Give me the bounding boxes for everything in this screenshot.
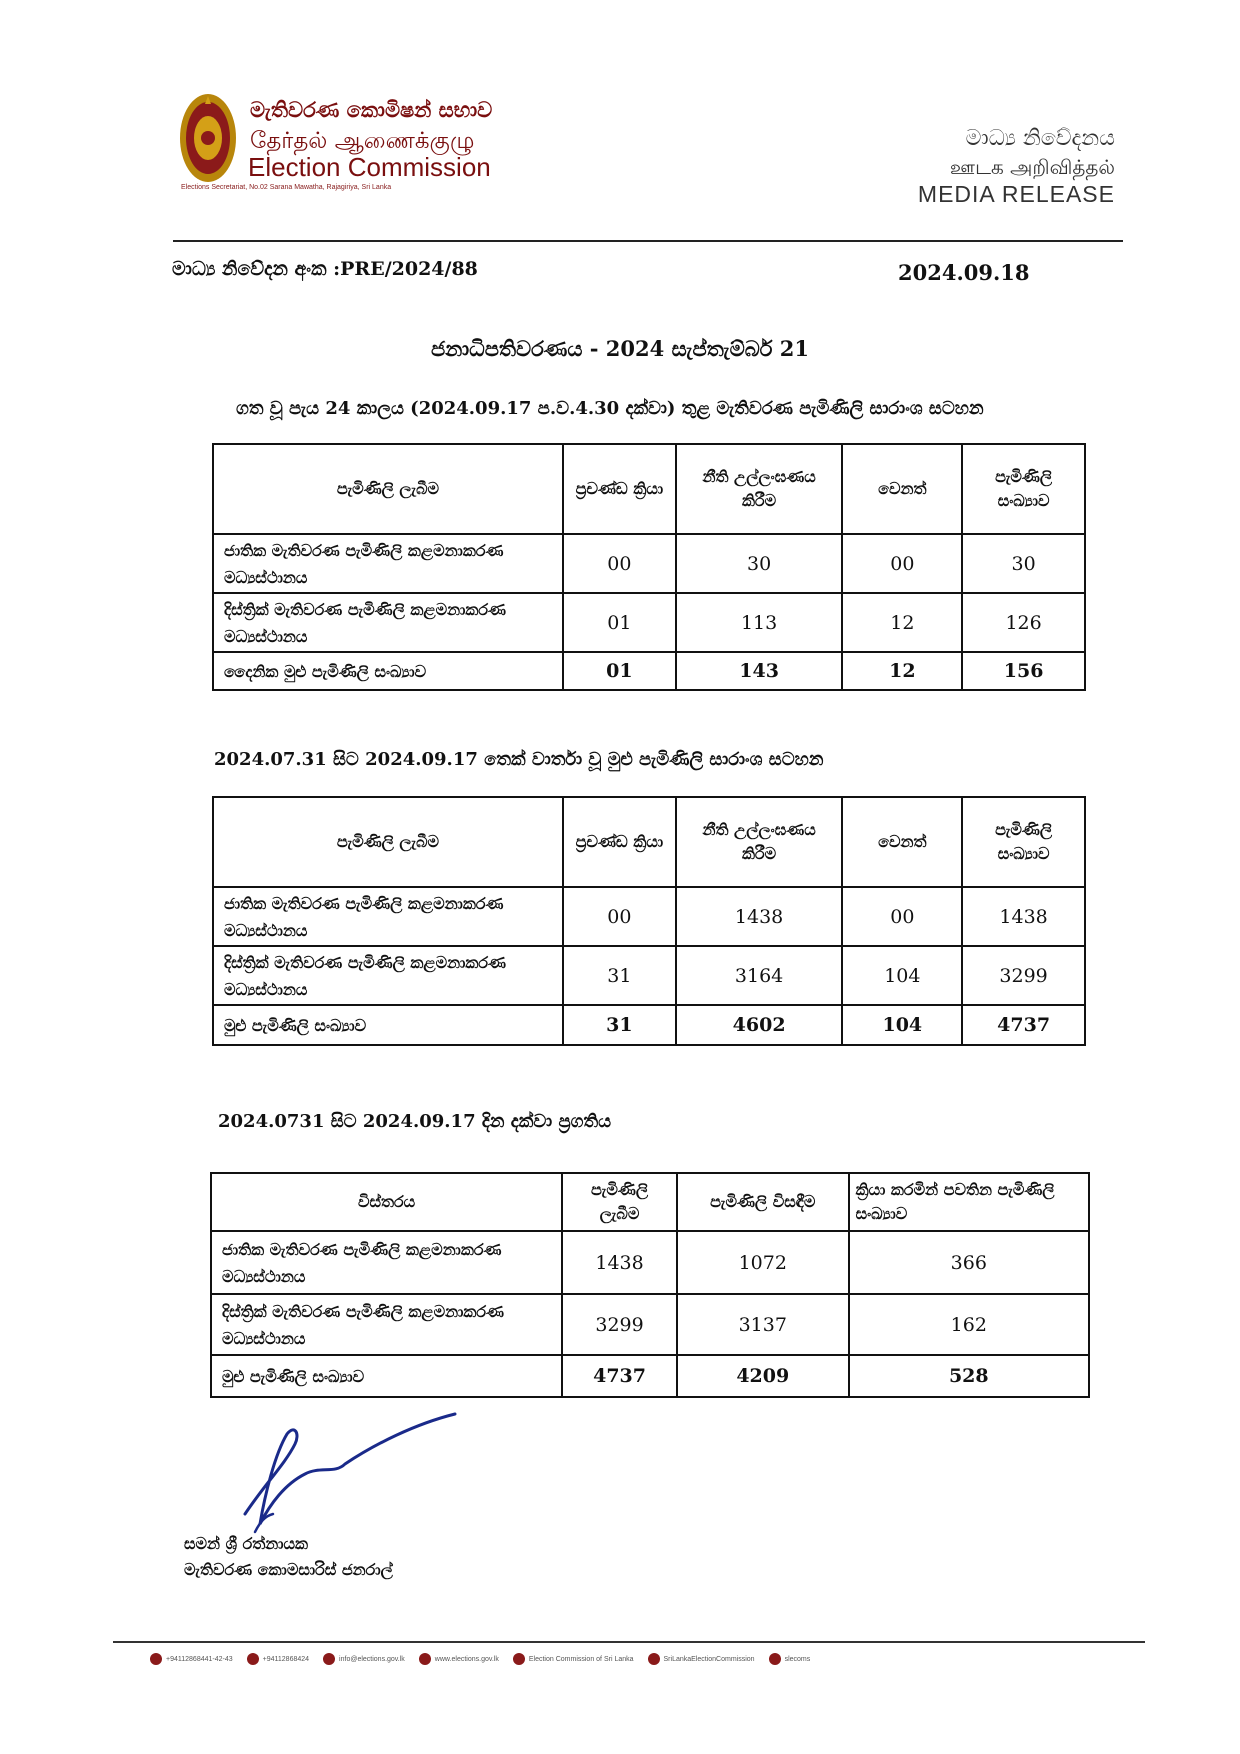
fax-icon: [247, 1653, 259, 1665]
table-total-row: [213, 1005, 1085, 1045]
table2-header-cell: නීති උල්ලංඝණය කිරීම: [676, 797, 843, 887]
total-value: 156: [962, 652, 1085, 690]
table1-daily-complaints: [212, 443, 1086, 691]
table1-header-cell: නීති උල්ලංඝණය කිරීම: [676, 444, 843, 534]
org-name-sinhala: මැතිවරණ කොමිෂන් සභාව: [250, 98, 493, 122]
table3-header-cell: විස්තරය: [211, 1173, 562, 1231]
table-row: [213, 946, 1085, 1005]
cell-value: 12: [842, 593, 962, 652]
twitter-icon: [769, 1653, 781, 1665]
table1-header-cell: පැමිණිලි සංඛ්‍යාව: [962, 444, 1085, 534]
table-row: [213, 593, 1085, 652]
youtube-icon: [513, 1653, 525, 1665]
table1-header-cell: ප්‍රචණ්ඩ ක්‍රියා: [563, 444, 676, 534]
footer-text: +94112868424: [262, 1655, 310, 1663]
footer-item: [769, 1653, 811, 1665]
footer-item: [150, 1653, 233, 1665]
footer-text: slecoms: [784, 1655, 811, 1663]
cell-value: 1438: [676, 887, 843, 946]
table-row: [211, 1231, 1089, 1294]
total-value: 12: [842, 652, 962, 690]
cell-value: 00: [563, 534, 676, 593]
signatory-name: සමන් ශ්‍රී රත්නායක: [184, 1534, 308, 1553]
table2-header-cell: ප්‍රචණ්ඩ ක්‍රියා: [563, 797, 676, 887]
table3-title: 2024.0731 සිට 2024.09.17 දින දක්වා ප්‍රගතිය: [218, 1111, 612, 1132]
total-value: 104: [842, 1005, 962, 1045]
cell-value: 113: [676, 593, 843, 652]
table1-header-cell: පැමිණිලි ලැබීම: [213, 444, 563, 534]
cell-value: 1072: [677, 1231, 849, 1294]
cell-value: 1438: [562, 1231, 677, 1294]
footer-contacts: [150, 1653, 1100, 1665]
total-label: දෛනික මුළු පැමිණිලි සංඛ්‍යාව: [213, 652, 563, 690]
signature: [225, 1404, 525, 1544]
row-label: දිස්ත්‍රික් මැතිවරණ පැමිණිලි කළමනාකරණ මධ්‍යස්ථානය: [213, 946, 563, 1005]
table-row: [213, 534, 1085, 593]
row-label: දිස්ත්‍රික් මැතිවරණ පැමිණිලි කළමනාකරණ මධ්‍යස්ථානය: [211, 1294, 562, 1355]
cell-value: 00: [842, 534, 962, 593]
row-label: ජාතික මැතිවරණ පැමිණිලි කළමනාකරණ මධ්‍යස්ථානය: [211, 1231, 562, 1294]
cell-value: 31: [563, 946, 676, 1005]
total-value: 4737: [562, 1355, 677, 1397]
table2-header-cell: පැමිණිලි සංඛ්‍යාව: [962, 797, 1085, 887]
footer-item: [648, 1653, 755, 1665]
total-value: 143: [676, 652, 843, 690]
cell-value: 366: [849, 1231, 1089, 1294]
cell-value: 3299: [962, 946, 1085, 1005]
table3-header-cell: පැමිණිලි ලැබීම: [562, 1173, 677, 1231]
table-total-row: [211, 1355, 1089, 1397]
emblem-logo: [178, 92, 238, 184]
header-divider: [173, 240, 1123, 242]
footer-item: [247, 1653, 309, 1665]
table2-header-cell: වෙනත්: [842, 797, 962, 887]
total-value: 31: [563, 1005, 676, 1045]
facebook-icon: [648, 1653, 660, 1665]
total-label: මුළු පැමිණිලි සංඛ්‍යාව: [213, 1005, 563, 1045]
footer-item: [513, 1653, 634, 1665]
total-value: 528: [849, 1355, 1089, 1397]
org-name-english: Election Commission: [248, 152, 491, 182]
table1-header-cell: වෙනත්: [842, 444, 962, 534]
table1-title: ගත වූ පැය 24 කාලය (2024.09.17 ප.ව.4.30 දක්වා) තුළ මැතිවරණ පැමිණිලි සාරාංශ සටහන: [236, 398, 984, 419]
cell-value: 162: [849, 1294, 1089, 1355]
footer-divider: [113, 1641, 1145, 1643]
table-row: [213, 887, 1085, 946]
row-label: දිස්ත්‍රික් මැතිවරණ පැමිණිලි කළමනාකරණ මධ්‍යස්ථානය: [213, 593, 563, 652]
table2-cumulative-complaints: [212, 796, 1086, 1046]
total-value: 4737: [962, 1005, 1085, 1045]
table-row: [211, 1294, 1089, 1355]
media-release-english: MEDIA RELEASE: [917, 181, 1115, 207]
total-value: 4602: [676, 1005, 843, 1045]
table3-header-cell: පැමිණිලි විසඳීම: [677, 1173, 849, 1231]
table2-title: 2024.07.31 සිට 2024.09.17 තෙක් වාර්තා වූ මුළු පැමිණිලි සාරාංශ සටහන: [214, 749, 824, 770]
footer-text: SriLankaElectionCommission: [663, 1655, 755, 1663]
cell-value: 30: [962, 534, 1085, 593]
media-release-sinhala: මාධ්‍ය නිවේදනය: [965, 126, 1115, 151]
cell-value: 01: [563, 593, 676, 652]
footer-item: [419, 1653, 499, 1665]
footer-text: www.elections.gov.lk: [434, 1655, 499, 1663]
row-label: ජාතික මැතිවරණ පැමිණිලි කළමනාකරණ මධ්‍යස්ථානය: [213, 887, 563, 946]
org-name-tamil: தேர்தல் ஆணைக்குழு: [250, 128, 475, 154]
cell-value: 104: [842, 946, 962, 1005]
table3-progress: [210, 1172, 1090, 1398]
org-address: Elections Secretariat, No.02 Sarana Mawatha, Rajagiriya, Sri Lanka: [181, 184, 392, 191]
cell-value: 3164: [676, 946, 843, 1005]
total-value: 4209: [677, 1355, 849, 1397]
footer-item: [323, 1653, 405, 1665]
cell-value: 00: [563, 887, 676, 946]
footer-text: +94112868441-42-43: [166, 1655, 233, 1663]
cell-value: 126: [962, 593, 1085, 652]
total-value: 01: [563, 652, 676, 690]
signatory-title: මැතිවරණ කොමසාරිස් ජනරාල්: [184, 1560, 393, 1579]
table2-header-cell: පැමිණිලි ලැබීම: [213, 797, 563, 887]
release-date: 2024.09.18: [898, 260, 1030, 285]
cell-value: 3299: [562, 1294, 677, 1355]
cell-value: 1438: [962, 887, 1085, 946]
table3-header-cell: ක්‍රියා කරමින් පවතින පැමිණිලි සංඛ්‍යාව: [849, 1173, 1089, 1231]
row-label: ජාතික මැතිවරණ පැමිණිලි කළමනාකරණ මධ්‍යස්ථානය: [213, 534, 563, 593]
phone-icon: [150, 1653, 162, 1665]
footer-text: info@elections.gov.lk: [339, 1655, 405, 1663]
cell-value: 3137: [677, 1294, 849, 1355]
email-icon: [323, 1653, 335, 1665]
election-title: ජනාධිපතිවරණය - 2024 සැප්තැම්බර් 21: [431, 336, 809, 361]
cell-value: 30: [676, 534, 843, 593]
web-icon: [419, 1653, 431, 1665]
media-release-tamil: ஊடக அறிவித்தல்: [949, 155, 1115, 179]
table-total-row: [213, 652, 1085, 690]
total-label: මුළු පැමිණිලි සංඛ්‍යාව: [211, 1355, 562, 1397]
cell-value: 00: [842, 887, 962, 946]
footer-text: Election Commission of Sri Lanka: [528, 1655, 634, 1663]
reference-number: මාධ්‍ය නිවේදන අංක :PRE/2024/88: [172, 258, 478, 280]
